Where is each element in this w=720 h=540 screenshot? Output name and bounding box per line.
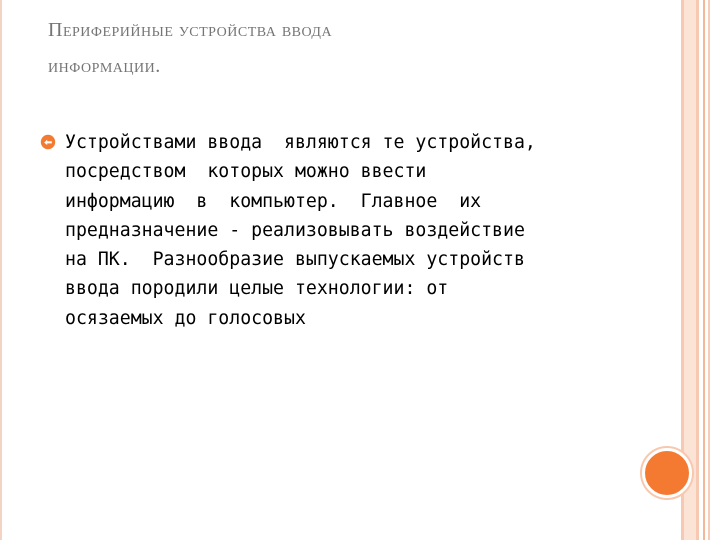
bullet-text bbox=[65, 128, 625, 333]
bullet-text-line: предназначение - реализовывать воздействие bbox=[65, 219, 525, 241]
slide-title bbox=[48, 12, 608, 84]
bullet-text-line: информацию в компьютер. Главное их bbox=[65, 190, 482, 212]
orange-circle-icon bbox=[642, 448, 692, 498]
bullet-text-line: посредством которых можно ввести bbox=[65, 161, 427, 183]
bullet-text-line: на ПК. Разнообразие выпускаемых устройств bbox=[65, 249, 525, 271]
right-decor-line-2 bbox=[708, 0, 710, 540]
bullet-text-line: ввода породили целые технологии: от bbox=[65, 278, 449, 300]
orange-circle-bullet-icon bbox=[40, 134, 56, 150]
bullet-text-line: осязаемых до голосовых bbox=[65, 307, 306, 329]
right-decor-line bbox=[703, 0, 705, 540]
left-border-line bbox=[0, 0, 2, 540]
slide-title-line-2: информации. bbox=[48, 55, 161, 77]
bullet-text-line: Устройствами ввода являются те устройства, bbox=[65, 132, 536, 153]
slide-title-line-1: Периферийные устройства ввода bbox=[48, 19, 333, 41]
